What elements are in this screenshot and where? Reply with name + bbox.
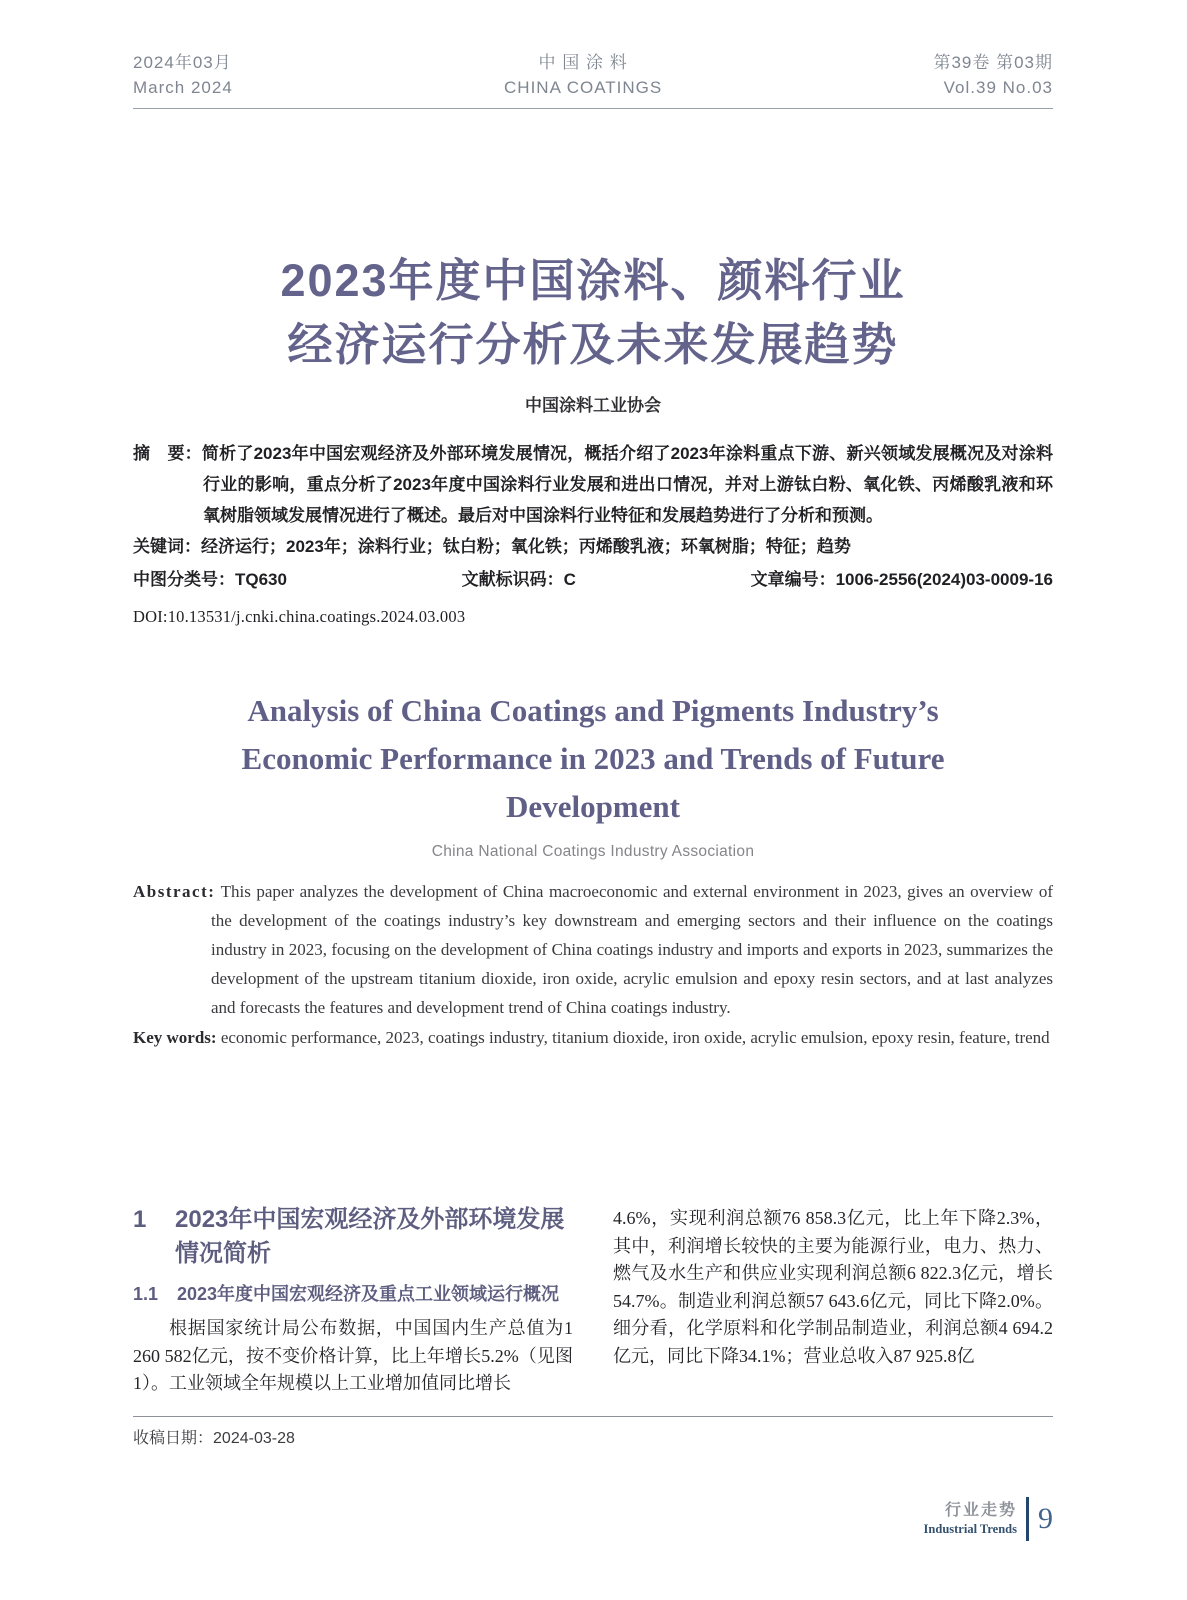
header-date-zh: 2024年03月 [133, 53, 232, 72]
body-paragraph-left: 根据国家统计局公布数据，中国国内生产总值为1 260 582亿元，按不变价格计算，比上年增长5.2%（见图1）。工业领域全年规模以上工业增加值同比增长 [133, 1318, 573, 1393]
abstract-en-label: Abstract: [133, 882, 216, 901]
clc-label: 中图分类号： [133, 570, 235, 589]
header-issue-date [133, 50, 233, 100]
section-1-1-heading [133, 1281, 573, 1307]
document-code-label: 文献标识码： [461, 570, 564, 589]
article-title-en [133, 687, 1053, 831]
abstract-en-text: This paper analyzes the development of China macroeconomic and external environment in 2023, gives an overview of the development of the coatings industry’s key downstream and emerging sectors and their influence on the coatings industry in 2023, focusing on the development of China coatings industry and imports and exports in 2023, summarizes the development of the upstream titanium dioxide, iron oxide, acrylic emulsion and epoxy resin sectors, and at last analyzes and forecasts the features and development trend of China coatings industry. [211, 882, 1053, 1017]
header-journal-name [504, 50, 662, 100]
article-id-label: 文章编号： [750, 570, 836, 589]
section-1-number: 1 [133, 1206, 147, 1233]
footer-column-labels [924, 1501, 1017, 1537]
article-title-en-line1: Analysis of China Coatings and Pigments Industry’s [247, 693, 939, 728]
article-title-en-line3: Development [506, 789, 680, 824]
body-columns [133, 1203, 1053, 1398]
keywords-en-text: economic performance, 2023, coatings industry, titanium dioxide, iron oxide, acrylic emulsion, epoxy resin, feature, trend [220, 1028, 1050, 1047]
abstract-zh-text: 简析了2023年中国宏观经济及外部环境发展情况，概括介绍了2023年涂料重点下游、新兴领域发展概况及对涂料行业的影响，重点分析了2023年度中国涂料行业发展和进出口情况，并对上游钛白粉、氧化铁、丙烯酸乳液和环氧树脂领域发展情况进行了概述。最后对中国涂料行业特征和发展趋势进行了分析和预测。 [201, 444, 1054, 525]
clc-number [133, 564, 287, 595]
body-column-left [133, 1203, 573, 1398]
document-code-value: C [563, 570, 576, 589]
footer-divider-bar [1026, 1497, 1029, 1541]
journal-name-en: CHINA COATINGS [504, 78, 663, 97]
article-title-zh-line2: 经济运行分析及未来发展趋势 [287, 319, 899, 370]
journal-running-head [133, 0, 1053, 100]
received-date-label: 收稿日期： [133, 1429, 214, 1447]
body-paragraph-right: 4.6%，实现利润总额76 858.3亿元，比上年下降2.3%，其中，利润增长较快的主要为能源行业，电力、热力、燃气及水生产和供应业实现利润总额6 822.3亿元，增长54.7%。制造业利润总额57 643.6亿元，同比下降2.0%。细分看，化学原料和化学制品制造业，利润总额4 694.2亿元，同比下降34.1%；营业总收入87 925.8亿 [613, 1208, 1053, 1366]
volume-issue-zh: 第39卷 第03期 [933, 53, 1053, 72]
section-1-heading [133, 1203, 573, 1271]
article-title-zh [133, 249, 1053, 377]
section-1-1-number: 1.1 [133, 1284, 159, 1304]
keywords-zh-label: 关键词： [133, 537, 201, 556]
abstract-en [133, 877, 1053, 1022]
section-1-1-title: 2023年度中国宏观经济及重点工业领域运行概况 [177, 1284, 560, 1304]
document-code [462, 564, 576, 595]
keywords-zh-text: 经济运行；2023年；涂料行业；钛白粉；氧化铁；丙烯酸乳液；环氧树脂；特征；趋势 [201, 537, 851, 556]
article-id [751, 564, 1053, 595]
footer-column-en: Industrial Trends [923, 1522, 1017, 1536]
article-id-value: 1006-2556(2024)03-0009-16 [835, 570, 1053, 589]
header-volume-issue [933, 50, 1053, 100]
keywords-en [133, 1023, 1053, 1052]
doi: DOI:10.13531/j.cnki.china.coatings.2024.03.003 [133, 607, 466, 626]
author-en: China National Coatings Industry Association [431, 843, 755, 860]
received-date-divider [133, 1416, 1053, 1417]
footer-column-zh: 行业走势 [944, 1502, 1017, 1519]
article-title-zh-line1: 2023年度中国涂料、颜料行业 [280, 255, 906, 306]
received-date [133, 1425, 1053, 1448]
classification-row [133, 564, 1053, 595]
volume-issue-en: Vol.39 No.03 [943, 78, 1053, 97]
abstract-zh [133, 438, 1053, 531]
header-divider [133, 108, 1053, 109]
header-date-en: March 2024 [133, 78, 233, 97]
clc-value: TQ630 [235, 570, 287, 589]
page-number: 9 [1038, 1502, 1053, 1535]
keywords-en-label: Key words: [133, 1028, 217, 1047]
article-title-en-line2: Economic Performance in 2023 and Trends of Future [241, 741, 945, 776]
section-1-title: 2023年中国宏观经济及外部环境发展情况简析 [175, 1206, 565, 1267]
keywords-zh [133, 531, 1053, 562]
abstract-zh-label: 摘 要： [133, 444, 202, 463]
page-footer [924, 1497, 1053, 1541]
journal-name-zh: 中 国 涂 料 [538, 53, 628, 72]
received-date-value: 2024-03-28 [213, 1429, 295, 1447]
body-column-right [613, 1203, 1053, 1398]
author-zh: 中国涂料工业协会 [525, 396, 661, 415]
